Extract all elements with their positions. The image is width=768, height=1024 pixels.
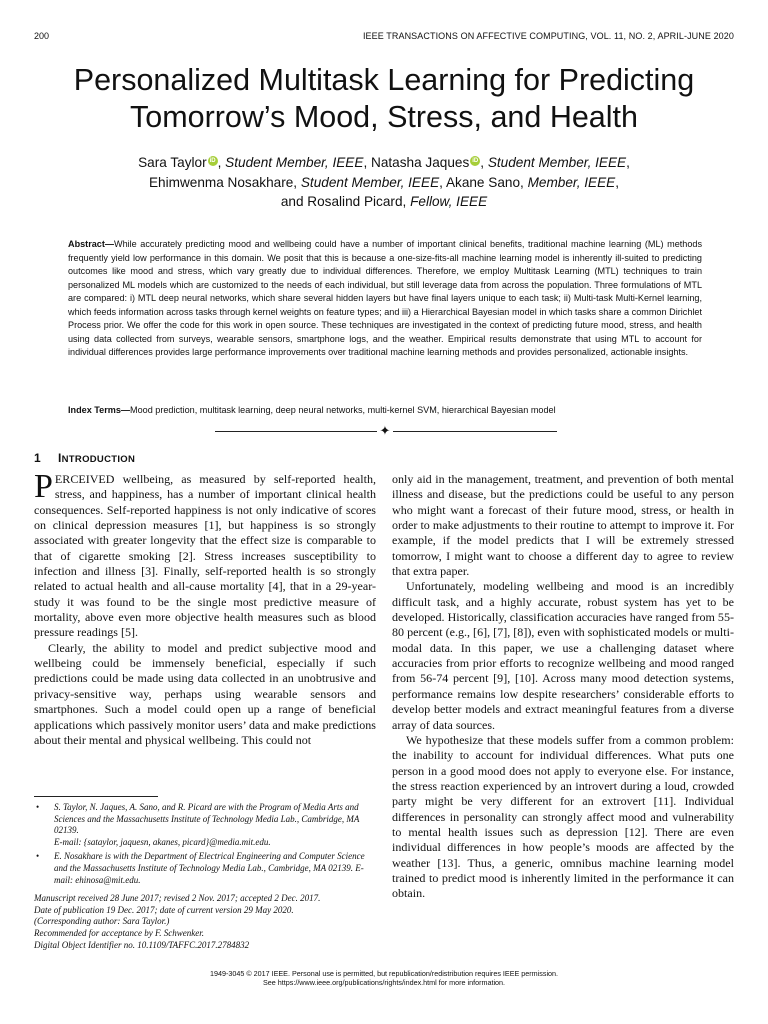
recommendation-note: Recommended for acceptance by F. Schwenker.: [34, 927, 205, 938]
body-column-right: [392, 472, 734, 902]
index-terms-text: Mood prediction, multitask learning, deep neural networks, multi-kernel SVM, hierarchical Bayesian model: [130, 405, 556, 415]
affiliation-email[interactable]: E-mail: {sataylor, jaquesn, akanes, picard}@media.mit.edu.: [54, 836, 271, 847]
corresponding-author-note: (Corresponding author: Sara Taylor.): [34, 916, 170, 927]
body-paragraph: [34, 468, 376, 641]
body-paragraph: only aid in the management, treatment, and prevention of both mental illness and disease, but the predictions could be useful to any person who might want a forecast of their future mood, stress, or health in order to make adjustments to their routine to attempt to improve it. For example, if the model predicts that I will be extremely stressed tomorrow, I might want to choose a different day to agree to review that extra paper.: [392, 472, 734, 579]
orcid-icon[interactable]: iD: [472, 158, 479, 164]
author-name: Sara Taylor: [138, 155, 207, 170]
index-terms-label: Index Terms—: [68, 405, 130, 415]
journal-header: IEEE TRANSACTIONS ON AFFECTIVE COMPUTING, VOL. 11, NO. 2, APRIL-JUNE 2020: [362, 31, 734, 41]
footnote-rule: [34, 796, 158, 797]
body-paragraph: Unfortunately, modeling wellbeing and mood is an incredibly difficult task, and a highly accurate, robust system has yet to be developed. Historically, classification accuracies have ranged from 55-80 percent (e.g., [6], [7], [8]), even with sophisticated models or multi-modal data. In this paper, we use a challenging dataset where accuracies from prior efforts to recognize wellbeing and mood ranged from 56-74 percent [9], [10]. Across many mood detection systems, performance remains low despite researchers’ considerable efforts to develop better models and extract meaningful features from a diverse array of data sources.: [392, 579, 734, 732]
copyright-line-1: 1949-3045 © 2017 IEEE. Personal use is permitted, but republication/redistribution requires IEEE permission.: [209, 969, 559, 978]
section-heading: [34, 451, 135, 465]
abstract-label: Abstract—: [68, 239, 114, 249]
author-role: Member, IEEE: [527, 174, 616, 190]
copyright-line-2[interactable]: See https://www.ieee.org/publications/rights/index.html for more information.: [262, 978, 506, 987]
manuscript-note: Manuscript received 28 June 2017; revised 2 Nov. 2017; accepted 2 Dec. 2017.: [34, 893, 321, 904]
body-paragraph: We hypothesize that these models suffer from a common problem: the inability to account for individual differences. What puts one person in a good mood does not apply to everyone else. For instance, the stress reaction experienced by an introvert during a loud, crowded party might be very different for an extrovert [11]. Individual differences in personality can strongly affect mood and vulnerability to mental health issues such as depression [12]. There are even individual differences in how people’s moods are affected by the weather [13]. Thus, a generic, omnibus machine learning model trained to predict mood is inherently limited in the performance it can obtain.: [392, 732, 734, 901]
abstract-text: While accurately predicting mood and wellbeing could have a number of important clinical benefits, traditional machine learning (ML) methods frequently yield low performance in this domain. We posit that this is because a one-size-fits-all machine learning model is inherently ill-suited to predicting outcomes like mood and stress, which vary greatly due to individual differences. Therefore, we employ Multitask Learning (MTL) techniques to train personalized ML models which are customized to the needs of each individual, but still leverage data from across the population. Three formulations of MTL are compared: i) MTL deep neural networks, which share several hidden layers but have final layers unique to each task; ii) Multi-task Multi-Kernel learning, which feeds information across tasks through kernel weights on feature types; and iii) a Hierarchical Bayesian model in which tasks share a common Dirichlet Process prior. We offer the code for this work in open source. These techniques are investigated in the context of predicting future mood, stress, and health using data collected from surveys, wearable sensors, smartphone logs, and the weather. Empirical results demonstrate that using MTL to account for individual differences provides large performance improvements over traditional machine learning methods and provides personalized, actionable insights.: [68, 239, 702, 357]
author-role: Student Member, IEEE: [225, 155, 364, 170]
paper-title: [20, 62, 748, 136]
section-title-first: I: [58, 451, 62, 465]
paragraph-text: wellbeing, as measured by self-reported health, stress, and happiness, has a number of important clinical health consequences. Self-reported happiness is not only indicative of scores on clinical depression measures [1], but happiness is so strongly associated with greater longevity that the effect size is comparable to that of cigarette smoking [2]. Stress increases susceptibility to infection and illness [3]. Finally, self-reported health is so strongly related to actual health and all-cause mortality [4], that in a 29-year-study it was found to be the single most predictive measure of mortality, above even more objective health measures such as blood pressure readings [5].: [34, 472, 376, 640]
affiliation-note: [34, 851, 376, 886]
bullet-icon: •: [36, 802, 40, 812]
body-column-left: [34, 468, 376, 748]
title-line-2: Tomorrow’s Mood, Stress, and Health: [130, 100, 638, 134]
section-number: 1: [34, 451, 41, 465]
author-name: Natasha Jaques: [371, 155, 470, 170]
author-list: Sara Taylor iD , Student Member, IEEE, Natasha Jaques iD , Student Member, IEEE, Ehimwenma Nosakhare, Student Member, IEEE, Akane Sano, Member, IEEE, and Rosalind Picard, Fellow, IEEE: [138, 155, 630, 209]
body-paragraph: Clearly, the ability to model and predict subjective mood and wellbeing could be immensely beneficial, especially if such predictions could be made using data collected in an unobtrusive and privacy-sensitive way, perhaps using wearable sensors and smartphones. Such a model could open up a range of beneficial applications which passively monitor users’ data and make predictions about their mental and physical wellbeing. This could not: [34, 640, 376, 747]
doi-note[interactable]: Digital Object Identifier no. 10.1109/TAFFC.2017.2784832: [34, 939, 250, 950]
footnotes: [34, 802, 376, 951]
affiliation-text: S. Taylor, N. Jaques, A. Sano, and R. Picard are with the Program of Media Arts and Sciences and the Massachusetts Institute of Technology Media Lab., Cambridge, MA 02139.: [54, 802, 360, 836]
affiliation-note: [34, 802, 376, 848]
author-role: Student Member, IEEE: [487, 155, 627, 170]
author-name: Akane Sano: [445, 174, 521, 190]
author-name: Ehimwenma Nosakhare: [148, 174, 294, 190]
affiliation-text: E. Nosakhare is with the Department of Electrical Engineering and Computer Science and the Massachusetts Institute of Technology Media Lab., Cambridge, MA 02139. E-mail: ehinosa@mit.edu.: [54, 851, 365, 885]
divider-ornament-icon: ✦: [377, 423, 393, 439]
author-role: Fellow, IEEE: [410, 194, 488, 209]
author-role: Student Member, IEEE: [300, 174, 440, 190]
section-title-rest: NTRODUCTION: [61, 454, 136, 465]
drop-cap-rest: ERCEIVED: [54, 472, 115, 486]
author-name: and Rosalind Picard: [280, 194, 403, 209]
page-number: 200: [34, 31, 50, 41]
drop-cap: P: [34, 468, 53, 505]
publication-note: Date of publication 19 Dec. 2017; date of current version 29 May 2020.: [34, 904, 294, 915]
orcid-icon[interactable]: iD: [209, 158, 216, 164]
title-line-1: Personalized Multitask Learning for Predicting: [73, 63, 695, 97]
copyright-notice: [0, 969, 768, 987]
index-terms: [68, 404, 702, 417]
abstract: [68, 238, 702, 360]
bullet-icon: •: [36, 851, 40, 862]
